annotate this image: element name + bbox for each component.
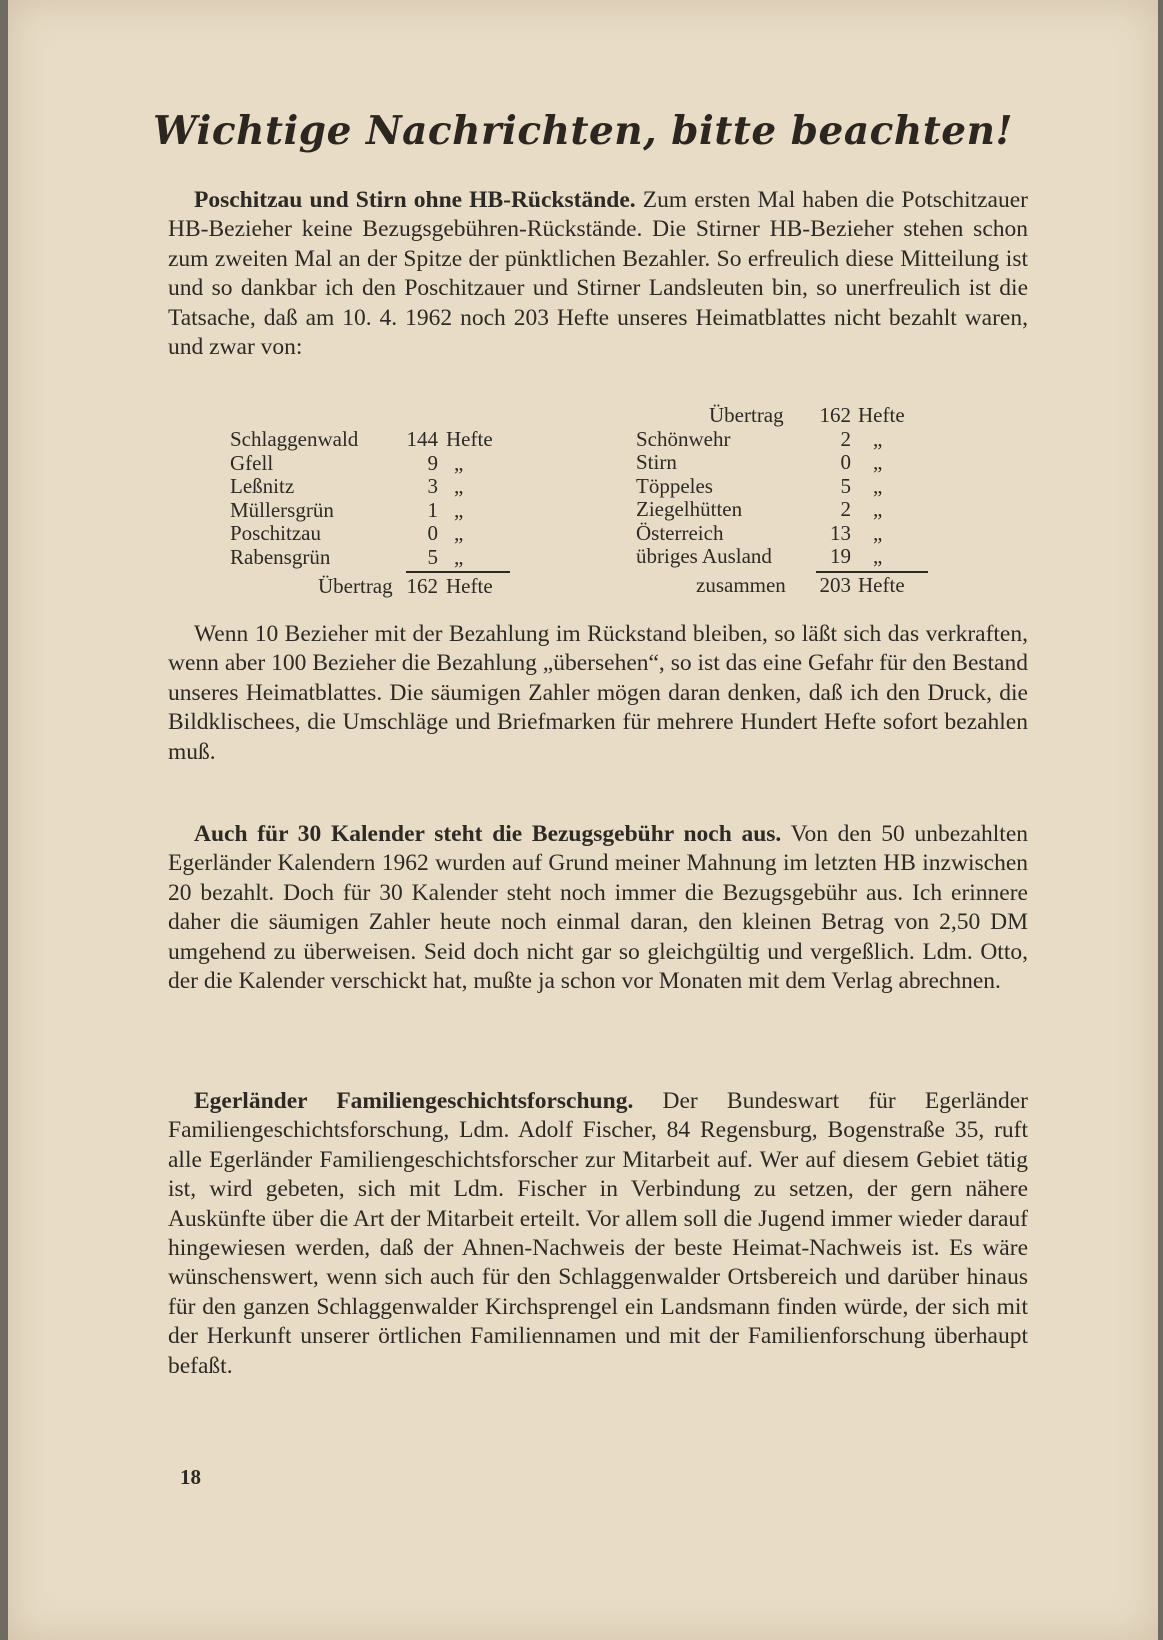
table-right (636, 403, 936, 597)
place-name: übriges Ausland (636, 544, 772, 568)
place-name: Schönwehr (636, 426, 731, 451)
sum-rule (406, 571, 510, 573)
unit-label: „ (873, 520, 883, 545)
count-value: 2 (840, 426, 851, 451)
section-rueckstand (168, 620, 1028, 767)
carry-count: 162 (819, 403, 851, 427)
section-kalender (168, 820, 1028, 996)
section-text: Der Bundeswart für Egerländer Familiengeschichtsforschung, Ldm. Adolf Fischer, 84 Regensburg, Bogenstraße 35, ruft alle Egerländer Familiengeschichtsforscher zur Mitarbeit auf. Wer auf diesem Gebiet tätig ist, wird gebeten, sich mit Ldm. Fischer in Verbindung zu setzen, der gern nähere Auskünfte über die Art der Mitarbeit erteilt. Vor allem soll die Jugend immer wieder darauf hingewiesen werden, daß der Ahnen-Nachweis der beste Heimat-Nachweis ist. Es wäre wünschenswert, wenn sich auch für den Schlaggenwalder Ortsbereich und darüber hinaus für den ganzen Schlaggenwalder Kirchsprengel ein Landsmann finden würde, der sich mit der Herkunft unserer örtlichen Familiennamen und mit der Familienforschung überhaupt befaßt. (168, 1088, 1028, 1379)
place-name: Gfell (230, 450, 274, 475)
count-value: 0 (427, 521, 438, 545)
section-heading: Egerländer Familiengeschichtsforschung. (194, 1088, 634, 1114)
unit-label: „ (873, 426, 883, 451)
place-name: Rabensgrün (230, 544, 331, 569)
place-name: Müllersgrün (230, 497, 334, 522)
count-value: 2 (840, 497, 851, 521)
section-familienforschung (168, 1087, 1028, 1381)
count-value: 144 (406, 427, 438, 451)
total-unit: Hefte (858, 573, 905, 597)
place-name: Leßnitz (230, 474, 295, 498)
place-name: Stirn (636, 450, 677, 474)
total-count: 203 (819, 573, 851, 597)
unit-label: „ (454, 474, 464, 498)
unit-label: „ (873, 450, 883, 474)
unit-label: „ (454, 544, 464, 569)
table-left (230, 428, 520, 598)
unit-label: „ (873, 497, 883, 521)
section-heading: Poschitzau und Stirn ohne HB-Rückstände. (194, 187, 636, 213)
section-text: Von den 50 unbezahlten Egerländer Kalendern 1962 wurden auf Grund meiner Mahnung im letzten HB inzwischen 20 bezahlt. Doch für 30 Kalender steht noch immer die Bezugsgebühr aus. Ich erinnere daher die säumigen Zahler heute noch einmal daran, den kleinen Betrag von 2,50 DM umgehend zu überweisen. Seid doch nicht gar so gleichgültig und vergeßlich. Ldm. Otto, der die Kalender verschickt hat, mußte ja schon vor Monaten mit dem Verlag abrechnen. (168, 821, 1028, 995)
page-number: 18 (180, 1465, 201, 1489)
section-text: Zum ersten Mal haben die Potschitzauer HB-Bezieher keine Bezugsgebühren-Rückstände. Die Stirner HB-Bezieher stehen schon zum zweiten Mal an der Spitze der pünktlichen Bezahler. So erfreulich diese Mitteilung ist und so dankbar ich den Poschitzauer und Stirner Landsleuten bin, so unerfreulich ist die Tatsache, daß am 10. 4. 1962 noch 203 Hefte unseres Heimatblattes nicht bezahlt waren, und zwar von: (168, 187, 1028, 361)
page-headline: Wichtige Nachrichten, bitte beachten! (152, 108, 1014, 154)
unit-label: „ (454, 450, 464, 475)
unit-label: „ (454, 497, 464, 522)
section-poschitzau (168, 186, 1028, 362)
count-value: 0 (840, 450, 851, 474)
total-unit: Hefte (446, 574, 493, 598)
total-label: zusammen (696, 573, 786, 597)
count-value: 5 (427, 544, 438, 569)
unit-label: „ (873, 544, 883, 568)
count-value: 3 (427, 474, 438, 498)
total-count: 162 (406, 574, 438, 598)
unit-label: „ (873, 473, 883, 498)
section-heading: Auch für 30 Kalender steht die Bezugsgebühr noch aus. (194, 821, 782, 847)
place-name: Töppeles (636, 473, 713, 498)
count-value: 13 (830, 520, 851, 545)
count-value: 1 (427, 497, 438, 522)
count-value: 9 (427, 450, 438, 475)
place-name: Österreich (636, 520, 724, 545)
count-value: 19 (830, 544, 851, 568)
place-name: Poschitzau (230, 521, 321, 545)
carry-label: Übertrag (709, 403, 784, 427)
section-text: Wenn 10 Bezieher mit der Bezahlung im Rückstand bleiben, so läßt sich das verkraften, wenn aber 100 Bezieher die Bezahlung „übersehen“, so ist das eine Gefahr für den Bestand unseres Heimatblattes. Die säumigen Zahler mögen daran denken, daß ich den Druck, die Bildklischees, die Umschläge und Briefmarken für mehrere Hundert Hefte sofort bezahlen muß. (168, 621, 1028, 765)
count-value: 5 (840, 473, 851, 498)
carry-unit: Hefte (858, 403, 905, 427)
document-page (8, 0, 1158, 1640)
place-name: Ziegelhütten (636, 497, 743, 521)
unit-label: Hefte (446, 427, 493, 451)
unit-label: „ (454, 521, 464, 545)
total-label: Übertrag (318, 574, 393, 598)
place-name: Schlaggenwald (230, 427, 359, 451)
